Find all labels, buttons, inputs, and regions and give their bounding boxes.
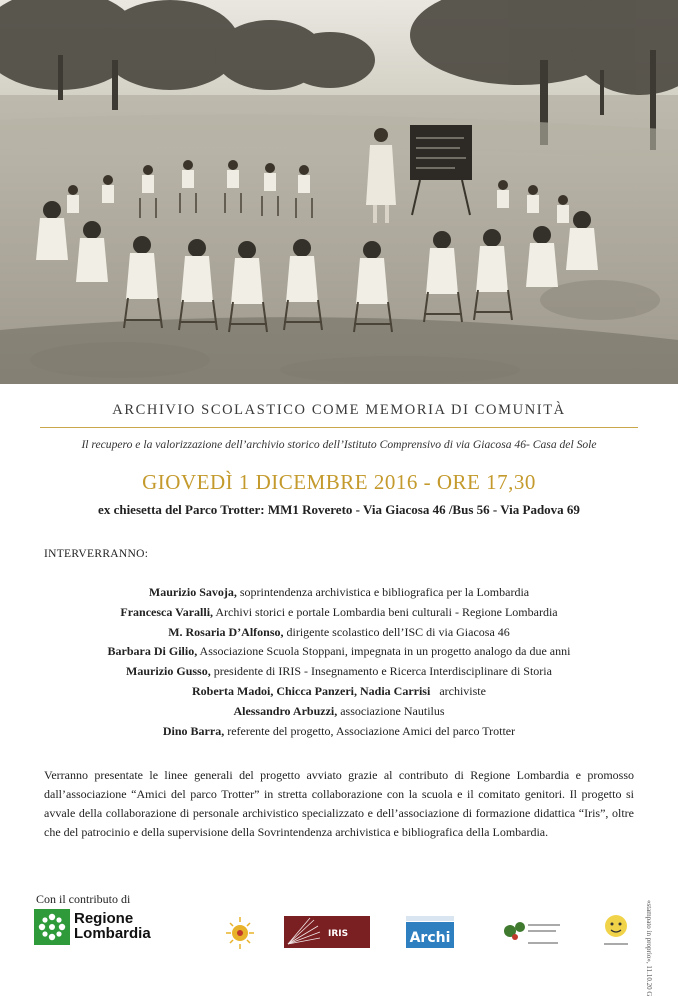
speaker-name: Maurizio Gusso, <box>126 664 211 679</box>
event-date: GIOVEDÌ 1 DICEMBRE 2016 - ORE 17,30 <box>142 470 536 494</box>
event-venue: ex chiesetta del Parco Trotter: MM1 Rovereto - Via Giacosa 46 /Bus 56 - Via Padova 69 <box>98 502 580 517</box>
project-description: Verranno presentate le linee generali del progetto avviato grazie al contributo di Regione Lombardia e promosso dall’associazione “Amici del parco Trotter” in stretta collaborazione con la scuola e il comitato genitori. Il progetto si avvale della collaborazione di personale archivistico specializzato e dell’associazione di formazione didattica “Iris”, oltre che del patrocinio e della supervisione della Sovrintendenza archivistica e bibliografica della Lombardia. <box>44 768 634 839</box>
speaker-item <box>30 702 648 722</box>
archi-logo <box>404 914 456 950</box>
event-title: ARCHIVIO SCOLASTICO COME MEMORIA DI COMUNITÀ <box>112 402 566 418</box>
regione-word: Regione <box>74 910 134 927</box>
speaker-item <box>30 722 648 742</box>
speakers-list <box>30 583 648 741</box>
speaker-name: Alessandro Arbuzzi, <box>233 703 338 718</box>
amici-parco-trotter-logo <box>500 915 564 951</box>
speaker-item <box>30 662 648 682</box>
iris-wordmark: IRIS <box>328 929 349 939</box>
lombardia-word: Lombardia <box>74 925 151 942</box>
iris-logo <box>284 916 370 948</box>
regione-lombardia-logo <box>34 909 156 947</box>
speaker-role: Archivi storici e portale Lombardia beni culturali - Regione Lombardia <box>213 604 558 619</box>
speaker-role: dirigente scolastico dell’ISC di via Giacosa 46 <box>283 624 510 639</box>
speaker-role: archiviste <box>430 683 486 698</box>
speaker-role: referente del progetto, Associazione Amici del parco Trotter <box>224 723 516 738</box>
speaker-item <box>30 682 648 702</box>
speaker-role: associazione Nautilus <box>337 703 445 718</box>
speaker-item <box>30 603 648 623</box>
regione-lombardia-mark-icon <box>34 909 70 945</box>
school-emblem-logo <box>598 910 634 950</box>
contributors-label: Con il contributo di <box>36 892 131 906</box>
print-note: «stampato in proprio», 11.10.20 G <box>645 900 653 996</box>
event-subtitle: Il recupero e la valorizzazione dell’archivio storico dell’Istituto Comprensivo di via Giacosa 46- Casa del Sole <box>81 438 597 451</box>
speaker-item <box>30 642 648 662</box>
speaker-name: Francesca Varalli, <box>120 604 214 619</box>
hero-photo <box>0 0 678 384</box>
speaker-role: soprintendenza archivistica e bibliografica per la Lombardia <box>236 585 530 599</box>
title-divider <box>40 427 638 428</box>
speakers-heading: INTERVERRANNO: <box>44 548 149 560</box>
regione-lombardia-wordmark <box>74 911 151 941</box>
archi-wordmark: Archi <box>409 930 451 946</box>
sun-school-logo <box>218 915 262 953</box>
speaker-role: Associazione Scuola Stoppani, impegnata in un progetto analogo da due anni <box>197 644 571 659</box>
speaker-name: Dino Barra, <box>162 723 225 738</box>
speaker-role: presidente di IRIS - Insegnamento e Ricerca Interdisciplinare di Storia <box>210 664 552 679</box>
speaker-name: Roberta Madoi, Chicca Panzeri, Nadia Carrisi <box>192 683 431 698</box>
speaker-name: Maurizio Savoja, <box>148 585 237 599</box>
speaker-item <box>30 583 648 603</box>
speaker-name: Barbara Di Gilio, <box>107 644 198 659</box>
speaker-item <box>30 623 648 643</box>
speaker-name: M. Rosaria D’Alfonso, <box>168 624 284 639</box>
